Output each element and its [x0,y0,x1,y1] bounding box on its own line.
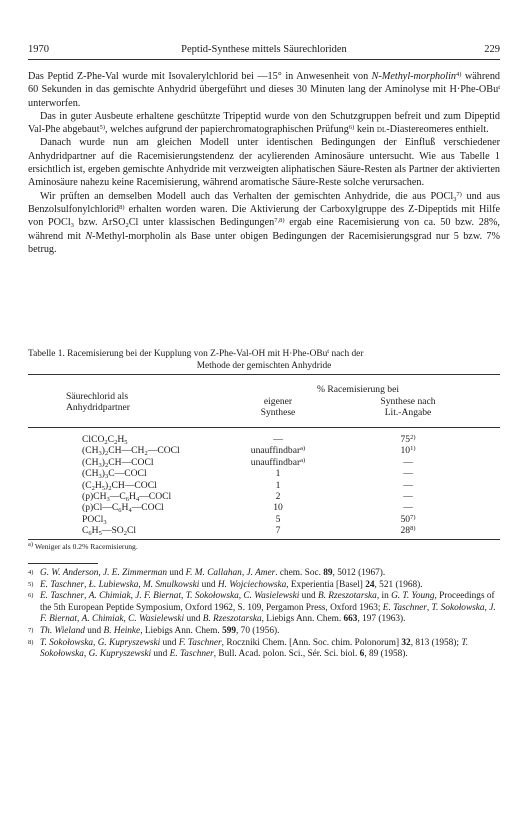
reference-number: 6) [28,592,34,600]
header-year: 1970 [28,44,49,55]
reference-text: E. Taschner, Ł. Lubiewska, M. Smulkowski und H. Wojciechowska, Experientia [Basel] 24, 521 (1968). [40,579,423,590]
cell-compound: $ClCO_2C_2H_5$ [82,434,128,446]
cell-literature: — [403,456,413,468]
reference-list [28,563,500,661]
reference-text: T. Sokołowska, G. Kupryszewski und F. Taschner, Roczniki Chem. [Ann. Soc. chim. Polonorum] 32, 813 (1958); T. Sokołowska, G. Kupryszewski und E. Taschner, Bull. Acad. polon. Sci., Sér. Sci. biol. 6, 89 (1958). [40,637,469,660]
cell-compound: $(CH_3)_2CH—COCl$ [82,456,154,469]
table-row [28,525,500,536]
reference-text: G. W. Anderson, J. E. Zimmerman und F. M. Callahan, J. Amer. chem. Soc. 89, 5012 (1967). [40,568,386,578]
cell-own-synthesis: 1 [275,468,281,480]
reference-text: E. Taschner, A. Chimiak, J. F. Biernat, T. Sokołowska, C. Wasielewski und B. Rzeszotarska, in G. T. Young, Proceedings of the 5th European Peptide Symposium, Oxford 1962, S. 109, Pergamon Press, Oxford 1963; E. Taschner, T. Sokołowska, J. F. Biernat, A. Chimiak, C. Wasielewski und B. Rzeszotarska, Liebigs Ann. Chem. 663, 197 (1963). [40,591,496,625]
reference-number: 4) [28,569,34,576]
cell-compound: $(CH_3)_3C—COCl$ [82,468,147,481]
cell-own-synthesis: 1 [275,479,281,491]
table-row [28,445,500,456]
table-caption-line-2: Methode der gemischten Anhydride [196,360,332,371]
cell-own-synthesis: 2 [275,490,281,502]
cell-literature: 75$^{2)}$ [400,434,416,445]
cell-own-synthesis: unauffindbar$^{a)}$ [250,456,306,468]
reference-text: Th. Wieland und B. Heinke, Liebigs Ann. Chem. 599, 70 (1956). [40,625,280,636]
page-header [28,44,500,60]
page-number: 229 [484,44,500,55]
reference-number: 8) [28,638,34,646]
paragraph-4: Wir prüften an demselben Modell auch das Verhalten der gemischten Anhydride, die aus POCl$_3^{7)}$ und aus Benzolsulfonylchlorid$^{8)}$ erhalten worden waren. Die Aktivierung der Carboxylgruppe des Z-Dipeptids mit Hilfe von POCl$_3$ bzw. ArSO$_2$Cl unter klassischen Bedingungen$^{7,8)}$ ergab eine Racemisierung von ca. 50 bzw. 28%, während mit N-Methyl-morpholin als Base unter obigen Bedingungen der Racemisierungsgrad nur 5 bzw. 7% betrug. [28,190,500,255]
cell-own-synthesis: unauffindbar$^{a)}$ [250,445,306,457]
racemization-table [28,374,500,551]
table-footnote [28,542,500,551]
footnote-rule [28,563,98,564]
paragraph-1: Das Peptid Z-Phe-Val wurde mit Isovalerylchlorid bei —15° in Anwesenheit von N-Methyl-morpholin$^{4)}$ während 60 Sekunden in das gemischte Anhydrid übergeführt und dieses 30 Minuten lang der Aminolyse mit H·Phe-OBu$^t$ unterworfen. [28,71,501,109]
table-header [28,375,500,427]
cell-own-synthesis: 5 [275,513,281,525]
table-caption-line-1: Tabelle 1. Racemisierung bei der Kupplung von Z-Phe-Val-OH mit H·Phe-OBu$^t$ nach der [28,348,364,359]
paragraph-2: Das in guter Ausbeute erhaltene geschützte Tripeptid wurde von den Schutzgruppen befreit und zum Dipeptid Val-Phe abgebaut$^{5)}$, welches aufgrund der papierchromatographischen Prüfung$^{6)}$ kein dl-Diastereomeres enthielt. [28,110,500,136]
cell-literature: 28$^{8)}$ [400,525,416,537]
table-footnote-text: Weniger als 0.2% Racemisierung. [34,541,138,551]
reference-number: 7) [28,626,34,634]
cell-literature: — [403,479,413,491]
column-header-own-synthesis: eigener Synthese [260,396,296,418]
reference-item [28,580,500,592]
table-body [28,428,500,539]
table-footnote-mark: a) [28,540,34,548]
cell-own-synthesis: 7 [275,525,281,537]
table-row [28,502,500,513]
cell-literature: 50$^{7)}$ [400,513,416,525]
reference-number: 5) [28,580,34,588]
cell-literature: — [403,502,413,514]
reference-item [28,638,500,661]
reference-item [28,568,500,580]
table-row [28,491,500,502]
cell-compound: $(C_2H_5)_2CH—COCl$ [82,479,157,492]
table-row [28,480,500,491]
column-header-acid-chloride: Säurechlorid als Anhydridpartner [66,391,130,413]
cell-literature: — [403,490,413,502]
reference-item [28,626,500,638]
cell-literature: 10$^{1)}$ [400,445,416,457]
cell-compound: $(p)CH_3—C_6H_4—COCl$ [82,490,172,503]
table-row [28,468,500,479]
table-caption [28,349,500,372]
running-title: Peptid-Synthese mittels Säurechloriden [181,44,347,55]
cell-compound: $C_6H_5—SO_2Cl$ [82,525,137,538]
table-row [28,434,500,445]
cell-compound: POCl$_3$ [82,513,107,526]
cell-compound: $(p)Cl—C_6H_4—COCl$ [82,502,164,515]
column-header-literature-synthesis: Synthese nach Lit.-Angabe [380,396,436,418]
reference-item [28,591,500,626]
paragraph-3: Danach wurde nun am gleichen Modell unter identischen Bedingungen der Einfluß verschiedener Anhydridpartner auf die Racemisierungstendenz der acylierenden Aminosäure untersucht. Wie aus Tabelle 1 ersichtlich ist, ergeben gemischte Anhydride mit verzweigten aliphatischen Säure-Resten als Partner der aktivierten Aminosäure nahezu keine Racemisierung, während aromatische Säure-Reste solche verursachen. [28,137,500,189]
column-group-header-racemization: % Racemisierung bei [316,384,400,395]
cell-compound: $(CH_3)_2CH—CH_2—COCl$ [82,445,180,458]
table-row [28,457,500,468]
table-row [28,514,500,525]
cell-literature: — [403,468,413,480]
cell-own-synthesis: 10 [273,502,283,514]
cell-own-synthesis: — [273,434,283,445]
table-bottom-rule [28,539,500,540]
body-text [28,70,500,256]
